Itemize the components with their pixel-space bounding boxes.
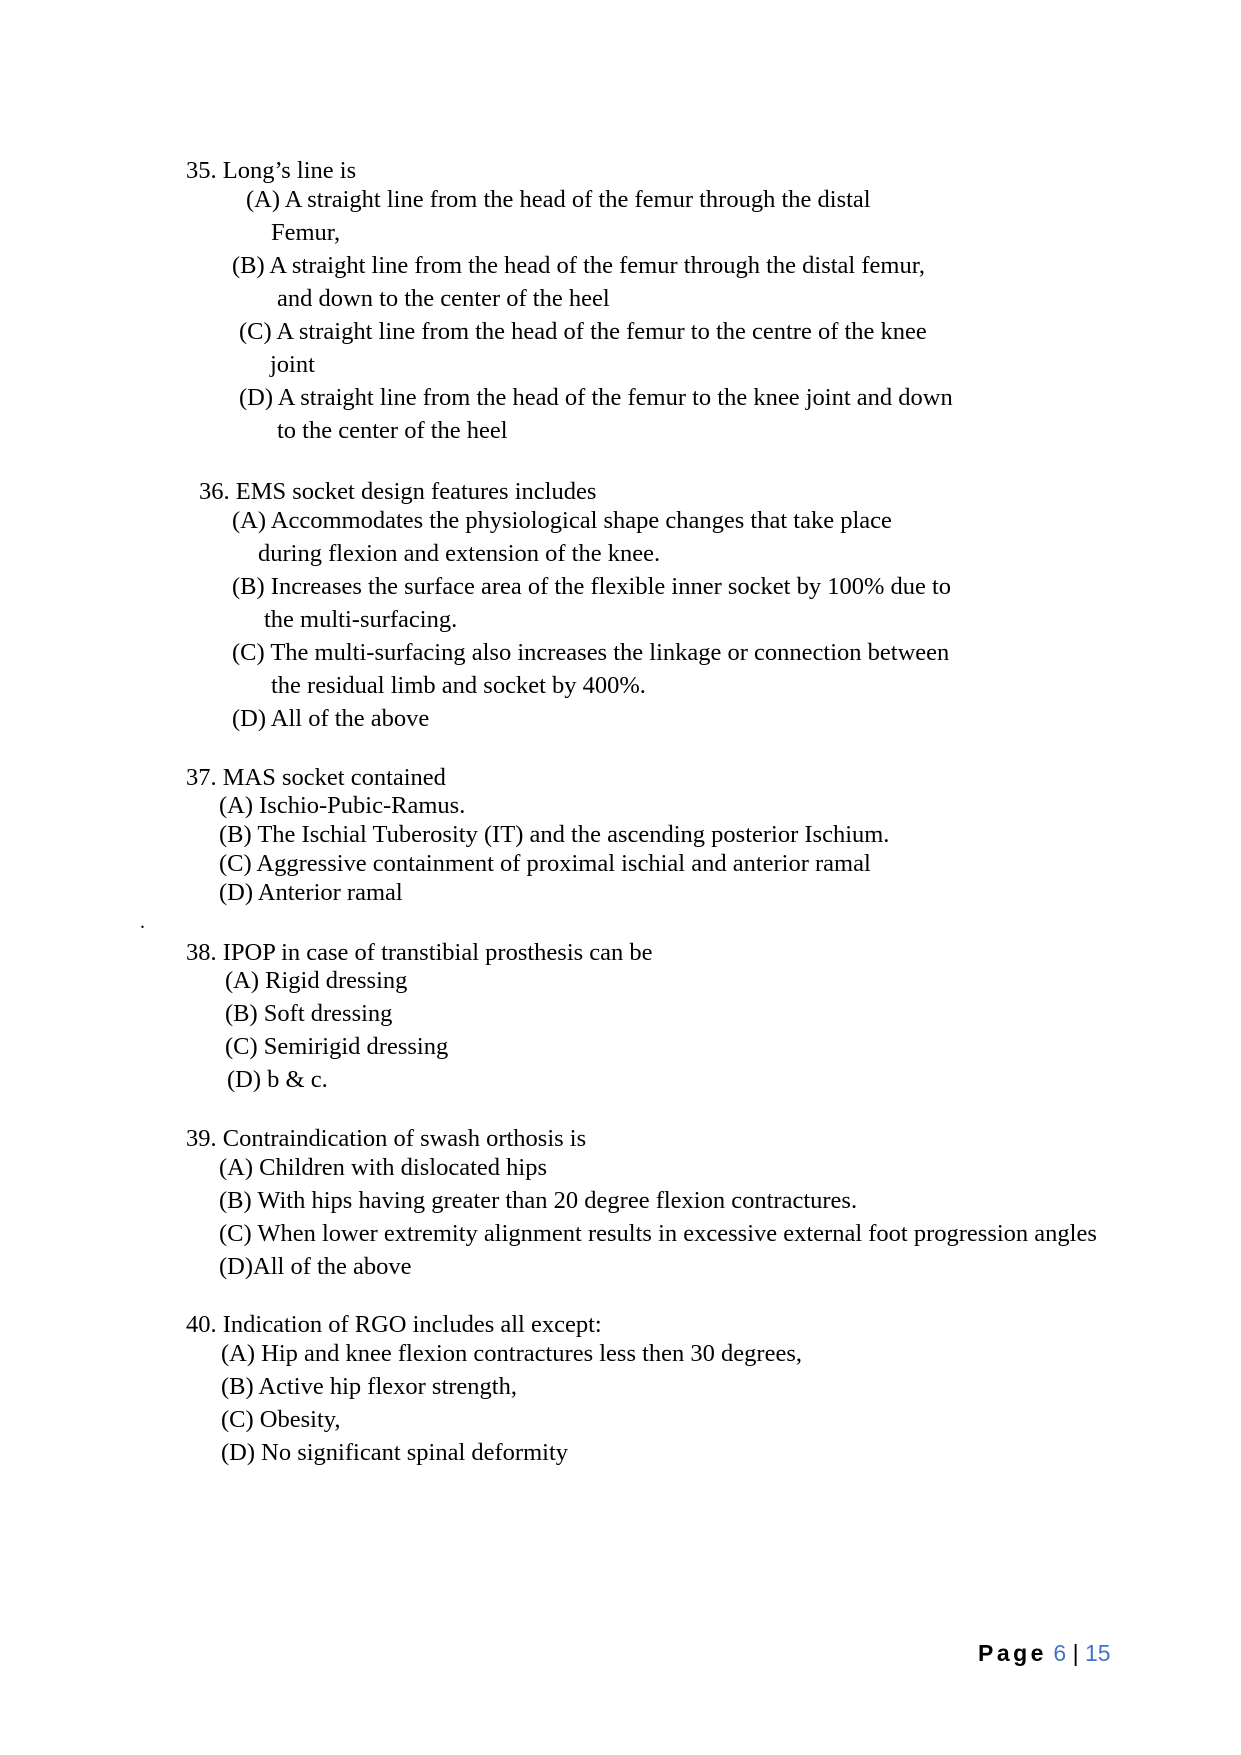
question-40-stem: 40. Indication of RGO includes all except:	[186, 1311, 602, 1338]
page-separator: |	[1072, 1640, 1079, 1666]
question-39-stem: 39. Contraindication of swash orthosis is	[186, 1125, 587, 1152]
option-40-b: (B) Active hip flexor strength,	[221, 1373, 517, 1400]
page-footer	[978, 1638, 1111, 1668]
option-38-b: (B) Soft dressing	[225, 1000, 393, 1027]
option-35-d: (D) A straight line from the head of the femur to the knee joint and down	[239, 384, 953, 411]
option-40-a: (A) Hip and knee flexion contractures less then 30 degrees,	[221, 1340, 802, 1367]
option-37-b: (B) The Ischial Tuberosity (IT) and the ascending posterior Ischium.	[219, 821, 890, 848]
option-39-b: (B) With hips having greater than 20 degree flexion contractures.	[219, 1187, 858, 1214]
option-35-c: (C) A straight line from the head of the femur to the centre of the knee	[239, 318, 927, 345]
option-40-d: (D) No significant spinal deformity	[221, 1439, 569, 1466]
option-37-a: (A) Ischio-Pubic-Ramus.	[219, 792, 466, 819]
question-35-stem: 35. Long’s line is	[186, 157, 357, 184]
option-35-b-cont: and down to the center of the heel	[277, 285, 610, 312]
option-40-c: (C) Obesity,	[221, 1406, 341, 1433]
page-word: Page	[978, 1640, 1047, 1666]
option-35-c-cont: joint	[270, 351, 315, 378]
option-35-b: (B) A straight line from the head of the femur through the distal femur,	[232, 252, 926, 279]
option-36-b: (B) Increases the surface area of the flexible inner socket by 100% due to	[232, 573, 952, 600]
stray-mark: .	[140, 911, 145, 933]
total-pages: 15	[1084, 1640, 1111, 1666]
question-37-stem: 37. MAS socket contained	[186, 764, 446, 791]
option-35-a-cont: Femur,	[271, 219, 341, 246]
option-36-a: (A) Accommodates the physiological shape changes that take place	[232, 507, 892, 534]
option-38-d: (D) b & c.	[227, 1066, 328, 1093]
current-page-number: 6	[1053, 1640, 1067, 1666]
question-36-stem: 36. EMS socket design features includes	[199, 478, 597, 505]
option-36-b-cont: the multi-surfacing.	[264, 606, 458, 633]
question-38-stem: 38. IPOP in case of transtibial prosthesis can be	[186, 939, 653, 966]
option-37-c: (C) Aggressive containment of proximal ischial and anterior ramal	[219, 850, 871, 877]
option-39-a: (A) Children with dislocated hips	[219, 1154, 547, 1181]
option-39-c: (C) When lower extremity alignment results in excessive external foot progression angles	[219, 1220, 1097, 1247]
option-36-c: (C) The multi-surfacing also increases the linkage or connection between	[232, 639, 950, 666]
option-39-d: (D)All of the above	[219, 1253, 412, 1280]
option-35-a: (A) A straight line from the head of the femur through the distal	[246, 186, 871, 213]
option-37-d: (D) Anterior ramal	[219, 879, 403, 906]
option-36-a-cont: during flexion and extension of the knee.	[258, 540, 661, 567]
option-38-a: (A) Rigid dressing	[225, 967, 408, 994]
option-38-c: (C) Semirigid dressing	[225, 1033, 449, 1060]
option-35-d-cont: to the center of the heel	[277, 417, 508, 444]
option-36-c-cont: the residual limb and socket by 400%.	[271, 672, 646, 699]
option-36-d: (D) All of the above	[232, 705, 430, 732]
